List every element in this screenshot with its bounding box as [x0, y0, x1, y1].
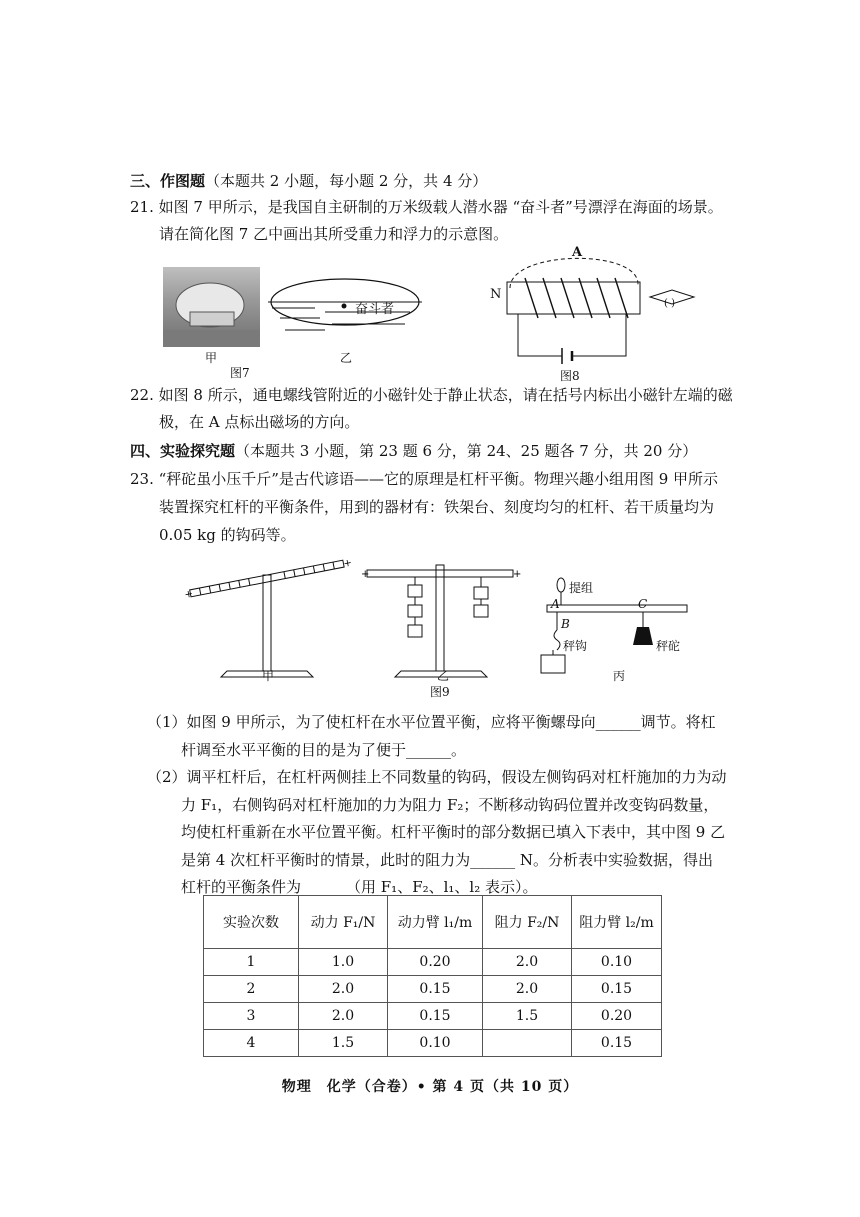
table-cell	[483, 1030, 572, 1057]
lever-jia	[184, 558, 353, 677]
section-3-heading	[130, 171, 487, 191]
table-cell: 0.15	[572, 976, 662, 1003]
steelyard-point-c: C	[638, 597, 648, 611]
svg-text:+: +	[342, 557, 353, 571]
figure-9-levers	[185, 555, 705, 685]
table-cell: 1	[204, 949, 299, 976]
table-cell: 2.0	[299, 976, 388, 1003]
fig8-pole-n: N	[490, 287, 502, 302]
q23-2-line5: 杠杆的平衡条件为______（用 F₁、F₂、l₁、l₂ 表示）。	[181, 878, 538, 896]
fig9-label-jia: 甲	[262, 669, 275, 683]
table-cell: 2.0	[299, 1003, 388, 1030]
q23-line1: 23. “秤砣虽小压千斤”是古代谚语——它的原理是杠杆平衡。物理兴趣小组用图 9 甲所示	[130, 470, 719, 488]
table-header: 阻力臂 l₂/m	[572, 896, 662, 949]
q21-line1: 21. 如图 7 甲所示，是我国自主研制的万米级载人潜水器 “奋斗者”号漂浮在海面的场景。	[130, 198, 723, 216]
table-header: 动力臂 l₁/m	[388, 896, 483, 949]
steelyard-weight-label: 秤砣	[656, 639, 681, 653]
q23-2-line2: 力 F₁，右侧钩码对杠杆施加的力为阻力 F₂；不断移动钩码位置并改变钩码数量，	[181, 796, 719, 814]
fig8-bracket: ( )	[664, 298, 675, 309]
fig9-caption: 图9	[430, 685, 450, 699]
fig7-caption: 图7	[230, 366, 250, 380]
table-cell: 2	[204, 976, 299, 1003]
svg-text:+: +	[513, 569, 522, 580]
table-cell: 2.0	[483, 976, 572, 1003]
table-cell: 0.20	[388, 949, 483, 976]
section-4-title: 四、实验探究题	[130, 442, 236, 460]
page-footer: 物理 化学（合卷）• 第 4 页（共 10 页）	[281, 1079, 579, 1095]
q23-line2: 装置探究杠杆的平衡条件，用到的器材有：铁架台、刻度均匀的杠杆、若干质量均为	[159, 498, 715, 516]
fig9-label-yi: 乙	[437, 669, 450, 683]
figure-8-solenoid	[480, 240, 710, 370]
q23-2-line3: 均使杠杆重新在水平位置平衡。杠杆平衡时的部分数据已填入下表中，其中图 9 乙	[181, 823, 726, 841]
q23-line3: 0.05 kg 的钩码等。	[159, 526, 296, 544]
table-cell: 0.15	[388, 976, 483, 1003]
data-table	[203, 895, 662, 1057]
table-row	[204, 976, 662, 1003]
table-cell: 0.15	[388, 1003, 483, 1030]
q22-line1: 22. 如图 8 所示，通电螺线管附近的小磁针处于静止状态，请在括号内标出小磁针左端的磁	[130, 386, 733, 404]
table-cell: 0.10	[572, 949, 662, 976]
table-cell: 0.15	[572, 1030, 662, 1057]
table-header: 动力 F₁/N	[299, 896, 388, 949]
table-row	[204, 1030, 662, 1057]
fig9-label-bing: 丙	[613, 669, 626, 683]
steelyard-point-a: A	[551, 597, 560, 611]
table-header: 阻力 F₂/N	[483, 896, 572, 949]
table-cell: 3	[204, 1003, 299, 1030]
section-3-title: 三、作图题	[130, 172, 206, 190]
table-cell: 2.0	[483, 949, 572, 976]
lever-yi	[361, 565, 521, 677]
table-cell: 1.5	[483, 1003, 572, 1030]
section-4-note: （本题共 3 小题，第 23 题 6 分，第 24、25 题各 7 分，共 20 分）	[235, 442, 698, 460]
fig7-label-jia: 甲	[205, 351, 218, 365]
section-3-note: （本题共 2 小题，每小题 2 分，共 4 分）	[205, 172, 488, 190]
q23-1-line2: 杆调至水平平衡的目的是为了便于______。	[181, 741, 467, 759]
fig8-caption: 图8	[560, 369, 580, 383]
table-row	[204, 949, 662, 976]
steelyard-point-b: B	[561, 617, 570, 631]
q22-line2: 极，在 A 点标出磁场的方向。	[159, 413, 360, 431]
section-4-heading	[130, 441, 697, 461]
table-cell: 1.0	[299, 949, 388, 976]
svg-text:+: +	[183, 588, 194, 601]
q23-1-line1: （1）如图 9 甲所示，为了使杠杆在水平位置平衡，应将平衡螺母向______调节。将杠	[147, 713, 716, 731]
table-cell: 1.5	[299, 1030, 388, 1057]
table-header: 实验次数	[204, 896, 299, 949]
table-cell: 0.20	[572, 1003, 662, 1030]
table-row	[204, 1003, 662, 1030]
fig8-point-a: A	[572, 245, 583, 260]
steelyard-hook-label: 秤钩	[563, 639, 588, 653]
table-cell: 0.10	[388, 1030, 483, 1057]
fig7-label-yi: 乙	[340, 351, 353, 365]
vessel-label: 奋斗者	[355, 302, 395, 317]
q21-line2: 请在简化图 7 乙中画出其所受重力和浮力的示意图。	[159, 225, 509, 243]
q23-2-line4: 是第 4 次杠杆平衡时的情景，此时的阻力为______ N。分析表中实验数据，得出	[181, 851, 713, 869]
table-cell: 4	[204, 1030, 299, 1057]
steelyard-handle-label: 提组	[569, 581, 594, 595]
svg-text:+: +	[361, 569, 370, 580]
q23-2-line1: （2）调平杠杆后，在杠杆两侧挂上不同数量的钩码，假设左侧钩码对杠杆施加的力为动	[147, 768, 727, 786]
table-header-row	[204, 896, 662, 949]
